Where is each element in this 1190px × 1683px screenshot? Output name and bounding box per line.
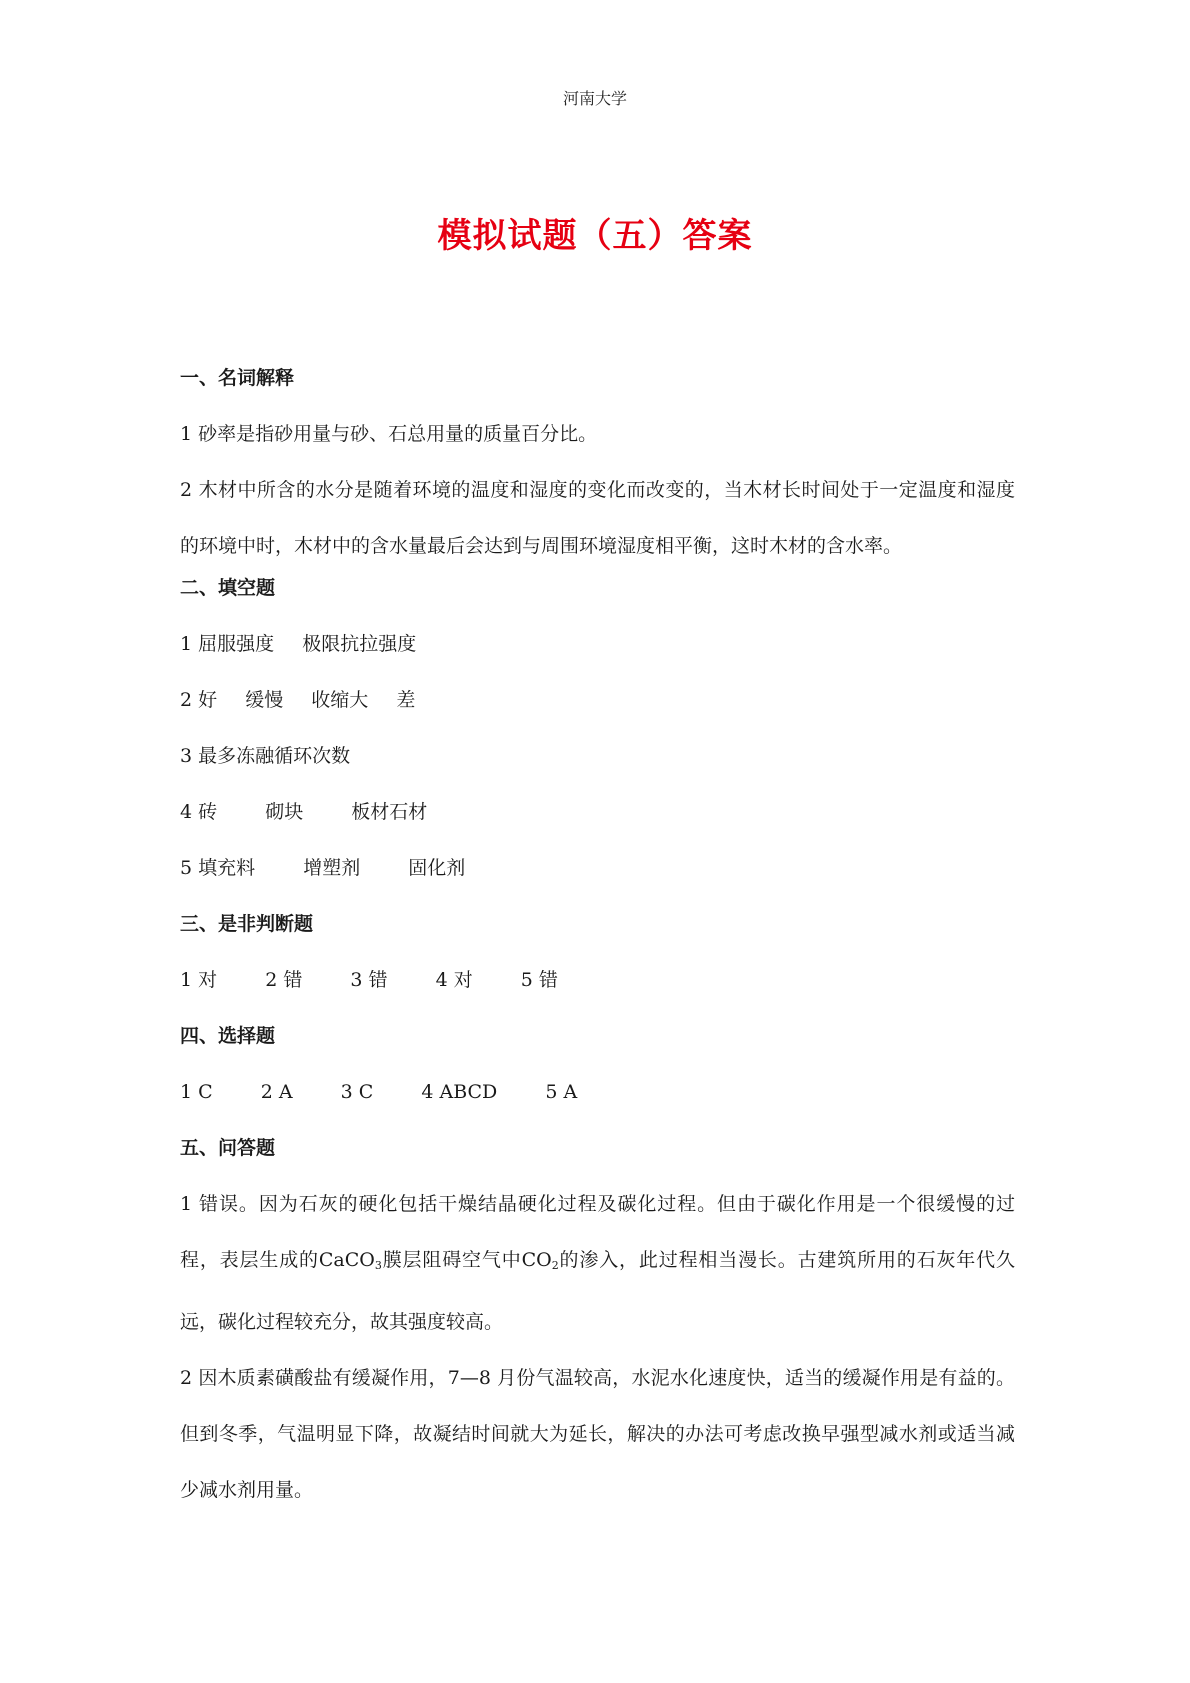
answer-2-2-part4: 差: [396, 689, 416, 711]
answer-4-3: 3 C: [340, 1081, 374, 1103]
caco3-formula: [319, 1249, 382, 1271]
answer-3-5: 5 错: [520, 969, 558, 991]
answer-4-1: 1 C: [180, 1081, 213, 1103]
answer-3-row: [180, 962, 1015, 1018]
co2-base: CO: [521, 1249, 552, 1271]
answer-3-2: 2 错: [265, 969, 303, 991]
answer-4-5: 5 A: [545, 1081, 578, 1103]
answer-1-2: 2 木材中所含的水分是随着环境的温度和湿度的变化而改变的，当木材长时间处于一定温度和湿度的环境中时，木材中的含水量最后会达到与周围环境湿度相平衡，这时木材的含水率。: [180, 479, 1015, 557]
answer-2-2: [180, 682, 1015, 738]
answer-2-4-part3: 板材石材: [351, 801, 428, 823]
answer-5-1: [180, 1176, 1015, 1350]
answer-2-5-part2: 增塑剂: [303, 857, 361, 879]
answer-5-1-text-b: 膜层阻碍空气中: [381, 1249, 522, 1271]
answer-2-4-num: 4: [180, 801, 193, 823]
answer-2-1-part2: 极限抗拉强度: [302, 633, 417, 655]
answer-2-2-part1: 好: [198, 689, 218, 711]
answer-2-3-part1: 最多冻融循环次数: [198, 745, 351, 767]
answer-4-row: [180, 1074, 1015, 1130]
answer-2-1-num: 1: [180, 633, 193, 655]
page-header: 河南大学: [562, 89, 627, 108]
answer-2-2-num: 2: [180, 689, 193, 711]
answer-5-1-text-a: 1 错误。因为石灰的硬化包括干燥结晶硬化过程及碳化过程。但由于碳化作用是一个很缓慢的过程，表层生成的: [180, 1193, 1015, 1271]
answer-5-2: 2 因木质素磺酸盐有缓凝作用，7—8 月份气温较高，水泥水化速度快，适当的缓凝作用是有益的。但到冬季，气温明显下降，故凝结时间就大为延长，解决的办法可考虑改换早强型减水剂或适当减少减水剂用量。: [180, 1367, 1015, 1501]
answer-3-4: 4 对: [435, 969, 473, 991]
answer-3-1: 1 对: [180, 969, 218, 991]
caco3-subscript: 3: [374, 1259, 382, 1272]
answer-2-2-part2: 缓慢: [245, 689, 284, 711]
caco3-base: CaCO: [318, 1249, 375, 1271]
answer-2-4-part2: 砌块: [265, 801, 304, 823]
co2-formula: [522, 1249, 559, 1271]
co2-subscript: 2: [551, 1259, 559, 1272]
page-title: 模拟试题（五）答案: [437, 216, 753, 256]
answer-2-5-part3: 固化剂: [408, 857, 466, 879]
answer-2-5-num: 5: [180, 857, 193, 879]
section-heading-4: 四、选择题: [180, 1025, 276, 1047]
answer-2-1: [180, 626, 1015, 682]
section-heading-3: 三、是非判断题: [180, 913, 314, 935]
section-heading-5: 五、问答题: [180, 1137, 276, 1159]
answer-2-2-part3: 收缩大: [311, 689, 369, 711]
answer-2-4: [180, 794, 1015, 850]
answer-5-1-text-c: 的渗入，此过程相当漫长。古建筑所用的石灰年代久远，碳化过程较充分，故其强度较高。: [180, 1249, 1015, 1333]
answer-3-3: 3 错: [350, 969, 388, 991]
answer-2-4-part1: 砖: [198, 801, 218, 823]
answer-2-3-num: 3: [180, 745, 193, 767]
answer-2-1-part1: 屈服强度: [198, 633, 275, 655]
answer-content: [180, 360, 1015, 1518]
section-heading-1: 一、名词解释: [180, 367, 295, 389]
answer-2-5-part1: 填充料: [198, 857, 256, 879]
answer-4-2: 2 A: [260, 1081, 293, 1103]
answer-4-4: 4 ABCD: [421, 1081, 498, 1103]
answer-2-5: [180, 850, 1015, 906]
answer-2-3: [180, 738, 1015, 794]
answer-1-1: 1 砂率是指砂用量与砂、石总用量的质量百分比。: [180, 423, 598, 445]
section-heading-2: 二、填空题: [180, 577, 276, 599]
